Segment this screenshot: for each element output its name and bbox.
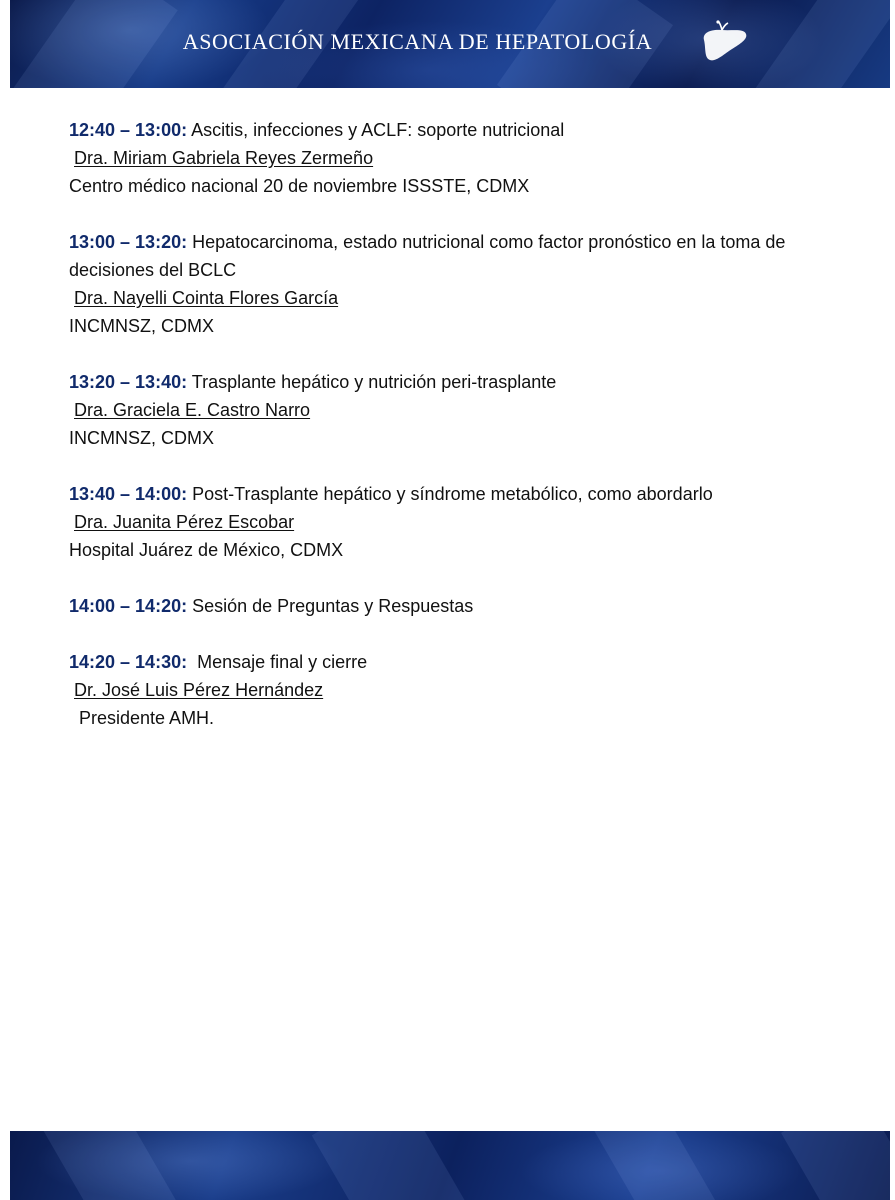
entry-time: 14:20 – 14:30: <box>69 652 188 672</box>
program-entry <box>69 116 829 200</box>
entry-heading <box>69 228 829 284</box>
entry-institution: Presidente AMH. <box>79 708 215 728</box>
banner-facet <box>587 1131 723 1200</box>
entry-heading <box>69 368 829 396</box>
footer-banner <box>10 1131 890 1200</box>
entry-heading <box>69 116 829 144</box>
entry-title: Post-Trasplante hepático y síndrome metabólico, como abordarlo <box>192 484 713 504</box>
entry-speaker: Dra. Nayelli Cointa Flores García <box>74 288 339 308</box>
entry-time: 12:40 – 13:00: <box>69 120 188 140</box>
entry-institution: INCMNSZ, CDMX <box>69 428 214 448</box>
program-content <box>69 116 829 760</box>
program-entry <box>69 480 829 564</box>
banner-facet <box>781 1131 890 1200</box>
entry-heading <box>69 648 829 676</box>
program-entry <box>69 648 829 732</box>
entry-title: Hepatocarcinoma, estado nutricional como factor pronóstico en la toma de decisiones del BCLC <box>69 232 786 280</box>
entry-institution: Hospital Juárez de México, CDMX <box>69 540 344 560</box>
entry-heading <box>69 592 829 620</box>
banner-facet <box>312 1131 469 1200</box>
program-entry <box>69 368 829 452</box>
entry-speaker: Dra. Graciela E. Castro Narro <box>74 400 311 420</box>
entry-speaker: Dr. José Luis Pérez Hernández <box>74 680 324 700</box>
program-entry <box>69 592 829 620</box>
entry-institution: Centro médico nacional 20 de noviembre ISSSTE, CDMX <box>69 176 530 196</box>
entry-title: Sesión de Preguntas y Respuestas <box>192 596 474 616</box>
banner-facet <box>38 1131 182 1200</box>
entry-heading <box>69 480 829 508</box>
entry-institution: INCMNSZ, CDMX <box>69 316 214 336</box>
header-banner <box>10 0 890 88</box>
entry-speaker: Dra. Miriam Gabriela Reyes Zermeño <box>74 148 374 168</box>
entry-title: Ascitis, infecciones y ACLF: soporte nutricional <box>191 120 565 140</box>
organization-title: ASOCIACIÓN MEXICANA DE HEPATOLOGÍA <box>182 29 653 54</box>
program-entry <box>69 228 829 340</box>
entry-time: 13:00 – 13:20: <box>69 232 188 252</box>
entry-time: 13:40 – 14:00: <box>69 484 188 504</box>
liver-icon <box>698 20 750 66</box>
entry-time: 13:20 – 13:40: <box>69 372 188 392</box>
entry-speaker: Dra. Juanita Pérez Escobar <box>74 512 295 532</box>
entry-time: 14:00 – 14:20: <box>69 596 188 616</box>
entry-title: Mensaje final y cierre <box>192 652 368 672</box>
entry-title: Trasplante hepático y nutrición peri-trasplante <box>191 372 557 392</box>
